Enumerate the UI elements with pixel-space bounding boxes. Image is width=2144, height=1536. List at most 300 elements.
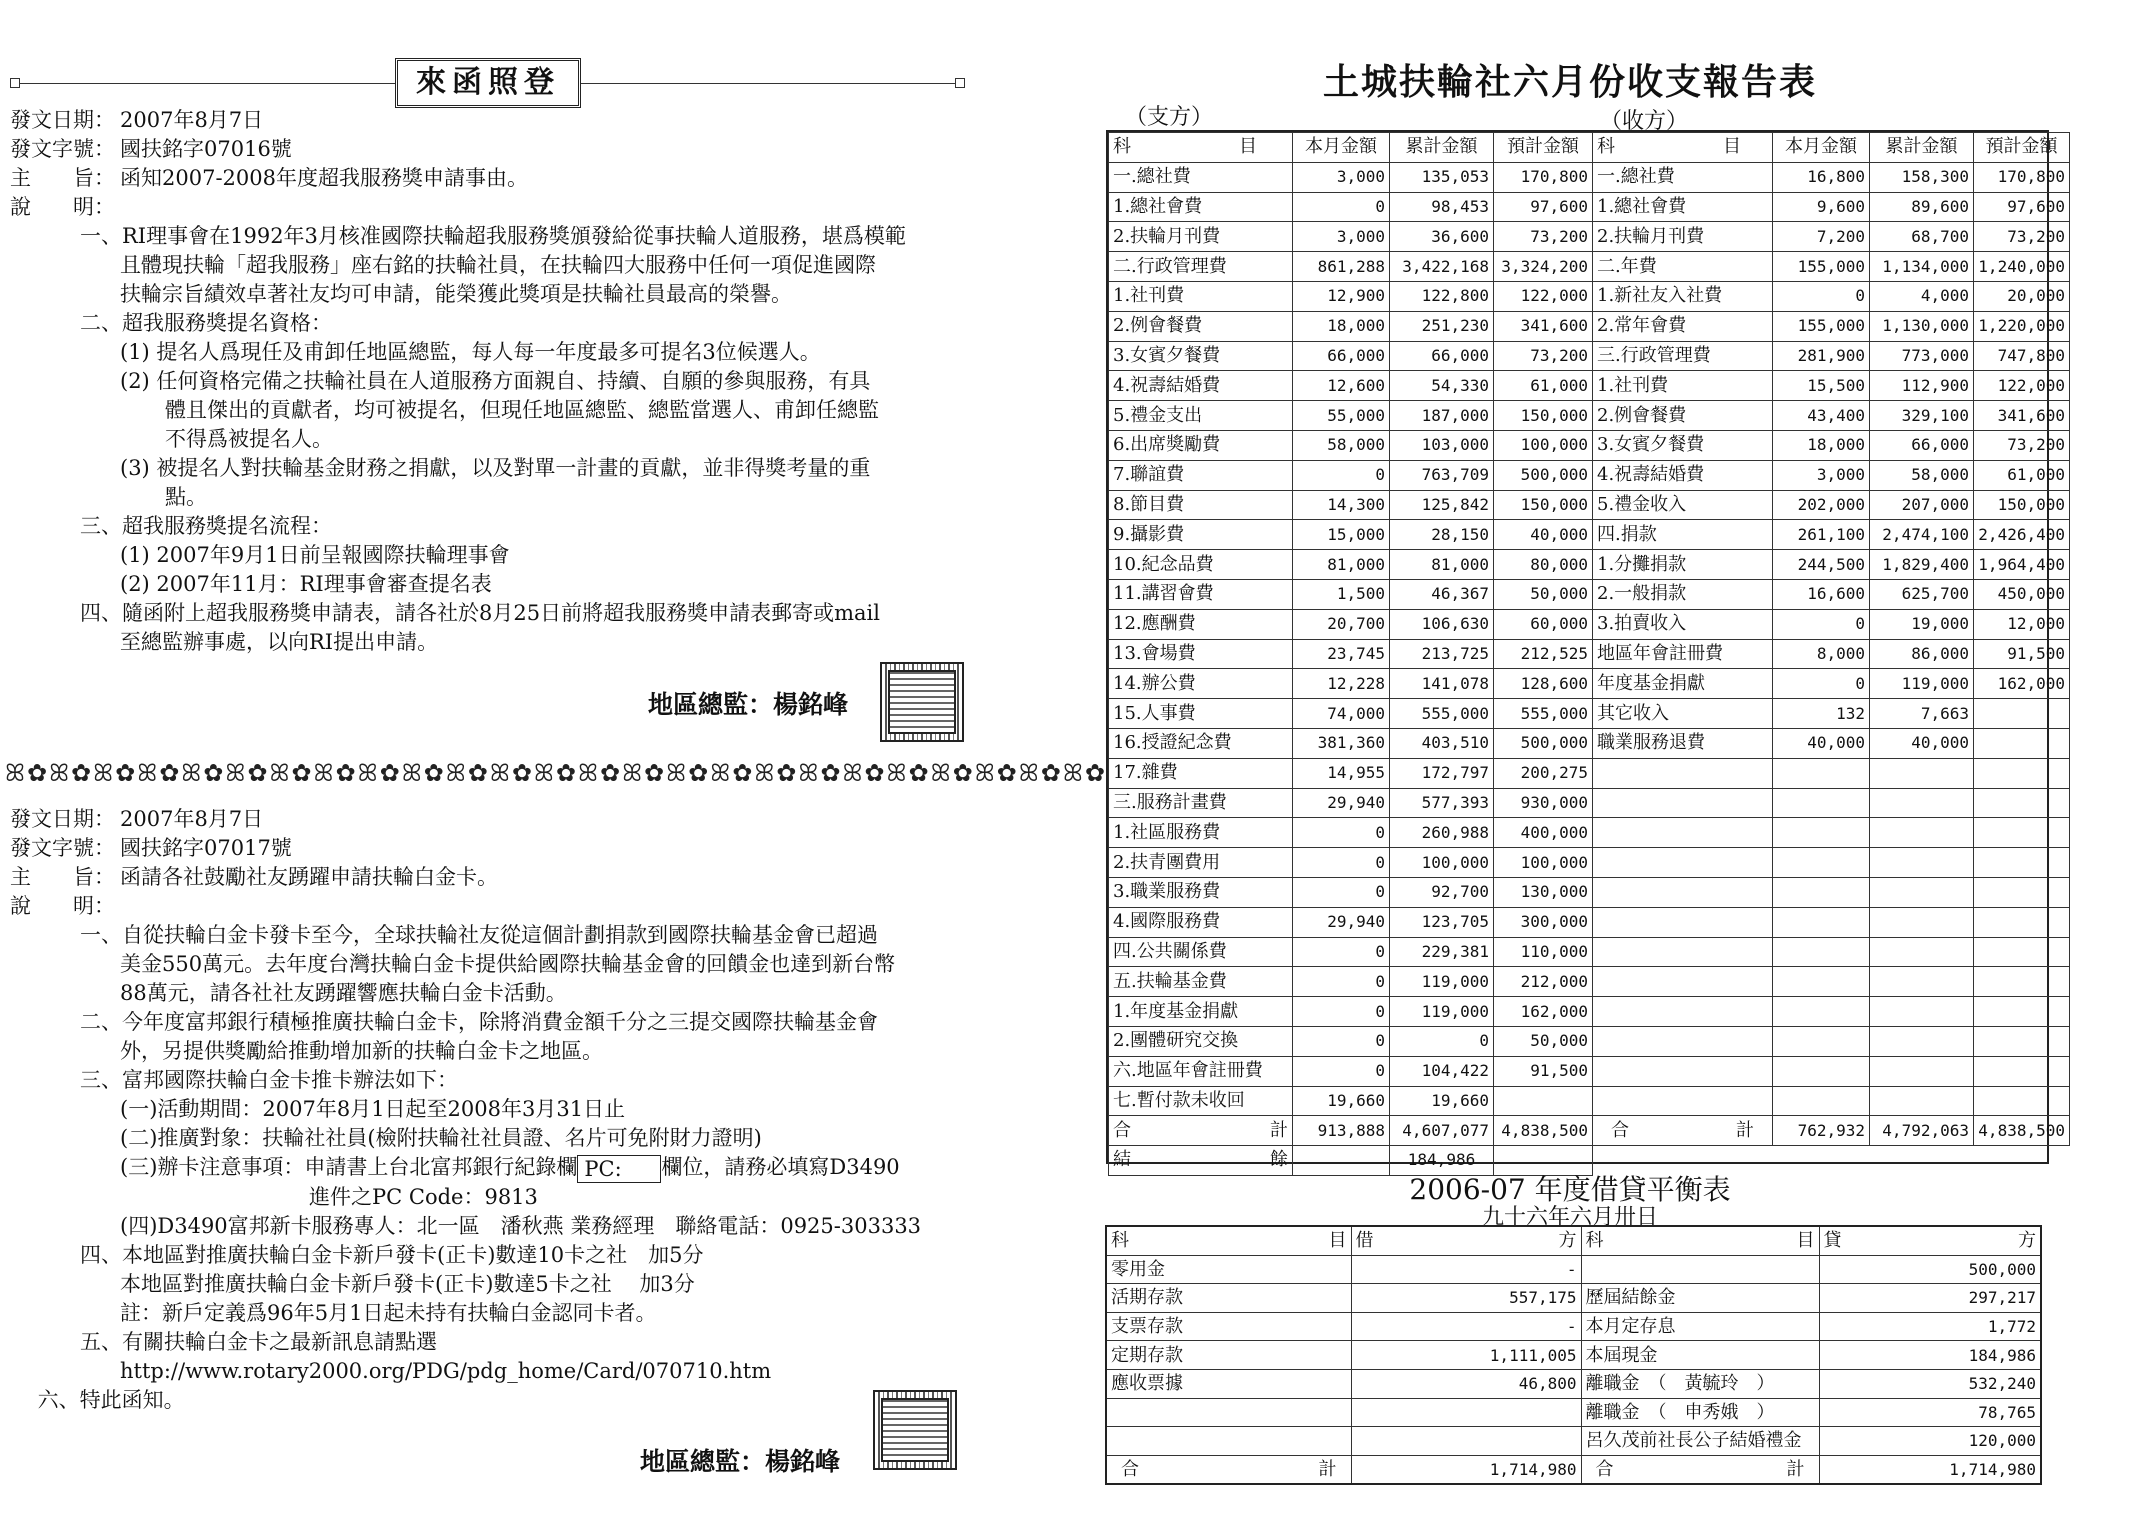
table-cell: 162,000 [1974,669,2070,699]
table-cell: 本屆現金 [1581,1341,1819,1370]
table-cell: 98,453 [1390,192,1494,222]
letter2-line: 五、有關扶輪白金卡之最新訊息請點選 [80,1329,437,1354]
table-cell: 92,700 [1390,877,1494,907]
table-cell: 3,000 [1293,222,1390,252]
table-cell [1974,967,2070,997]
table-cell: 12,000 [1974,609,2070,639]
table-cell: 2,426,400 [1974,520,2070,550]
table-cell [1974,997,2070,1027]
table-cell: 12,900 [1293,281,1390,311]
table-cell: 61,000 [1494,371,1593,401]
table-cell: 555,000 [1494,699,1593,729]
letter2-line: 二、今年度富邦銀行積極推廣扶輪白金卡，除將消費金額千分之三提交國際扶輪基金會 [80,1010,878,1034]
table-cell: 184,986 [1819,1341,2041,1370]
table-cell [1870,848,1974,878]
table-cell: 1,714,980 [1819,1455,2041,1484]
table-cell: 861,288 [1293,252,1390,282]
table-row [1109,848,2070,878]
table-cell: 212,525 [1494,639,1593,669]
letter2-line: 註：新戶定義爲96年5月1日起未持有扶輪白金認同卡者。 [120,1300,657,1325]
table-cell: 128,600 [1494,669,1593,699]
table-cell: 2.例會餐費 [1109,311,1293,341]
table-row [1109,788,2070,818]
letter2-note-label: 說 明： [10,894,115,918]
table-cell [1593,997,1773,1027]
table-cell [1773,967,1870,997]
table-cell: 2.扶輪月刊費 [1109,222,1293,252]
table-cell: 555,000 [1390,699,1494,729]
table-cell [1870,758,1974,788]
table-row [1109,192,2070,222]
table-cell: 4,838,500 [1974,1116,2070,1146]
table-cell [1593,1056,1773,1086]
table-cell [1593,877,1773,907]
table-cell: 381,360 [1293,728,1390,758]
table-cell [1870,788,1974,818]
letter2-line: (三)辦卡注意事項：申請書上台北富邦銀行紀錄欄 PC: 欄位，請務必填寫D3490 [120,1155,900,1181]
table-row [1109,1086,2070,1116]
table-cell: 合 計 [1581,1455,1819,1484]
table-cell: 170,800 [1494,162,1593,192]
table-cell [1974,758,2070,788]
table-cell: 773,000 [1870,341,1974,371]
table-cell: 162,000 [1494,997,1593,1027]
table-cell: 本月金額 [1293,133,1390,163]
letter1-line: 三、超我服務獎提名流程： [80,514,332,538]
butterfly-divider: ꕤ✿ꕤ✿ꕤ✿ꕤ✿ꕤ✿ꕤ✿ꕤ✿ꕤ✿ꕤ✿ꕤ✿ꕤ✿ꕤ✿ꕤ✿ꕤ✿ꕤ✿ꕤ✿ꕤ✿ꕤ✿ꕤ✿ꕤ✿ꕤ✿ꕤ✿ꕤ✿ꕤ✿ꕤ✿ [5,759,1107,787]
table-cell: 15.人事費 [1109,699,1293,729]
letter1-line: 點。 [165,485,207,509]
table-cell: 66,000 [1870,430,1974,460]
table-cell [1870,818,1974,848]
table-cell: 123,705 [1390,907,1494,937]
table-cell [1870,937,1974,967]
table-cell: 四.公共關係費 [1109,937,1293,967]
table-cell: 其它收入 [1593,699,1773,729]
table-cell: 7,200 [1773,222,1870,252]
table-cell: 歷屆結餘金 [1581,1284,1819,1313]
table-cell: 3,422,168 [1390,252,1494,282]
table-row [1109,162,2070,192]
letter1-line: 至總監辦事處，以向RI提出申請。 [120,630,439,654]
table-cell: 15,500 [1773,371,1870,401]
table-cell: 500,000 [1494,728,1593,758]
total-row [1109,1116,2070,1146]
table-cell [1974,907,2070,937]
table-cell: 91,500 [1494,1056,1593,1086]
table-cell: 40,000 [1494,520,1593,550]
table-cell: 本月金額 [1773,133,1870,163]
table-cell: 341,600 [1974,401,2070,431]
table-cell: - [1351,1312,1581,1341]
letter1-line: 二、超我服務獎提名資格： [80,311,332,335]
table-cell: 1,772 [1819,1312,2041,1341]
table-cell: 58,000 [1293,430,1390,460]
table-cell [1106,1398,1351,1427]
table-cell [1870,877,1974,907]
table-cell: 11.講習會費 [1109,579,1293,609]
letter1-line: 且體現扶輪「超我服務」座右銘的扶輪社員，在扶輪四大服務中任何一項促進國際 [120,253,876,277]
table-cell: 5.禮金收入 [1593,490,1773,520]
table-cell: 930,000 [1494,788,1593,818]
table-cell [1974,848,2070,878]
letter1-subject: 主 旨： 函知2007-2008年度超我服務獎申請事由。 [10,166,528,190]
table-cell: 73,200 [1974,222,2070,252]
table-cell [1773,818,1870,848]
table-cell: 28,150 [1390,520,1494,550]
table-row [1109,728,2070,758]
table-row [1109,281,2070,311]
table-cell: 6.出席獎勵費 [1109,430,1293,460]
table-cell: 155,000 [1773,252,1870,282]
table-cell: 三.行政管理費 [1593,341,1773,371]
table-cell: 二.行政管理費 [1109,252,1293,282]
table-cell: 本月定存息 [1581,1312,1819,1341]
letter1-note-label: 說 明： [10,195,115,219]
table-cell: 212,000 [1494,967,1593,997]
table-cell: 158,300 [1870,162,1974,192]
letter2-line: 美金550萬元。去年度台灣扶輪白金卡提供給國際扶輪基金會的回饋金也達到新台幣 [120,952,896,976]
pc-field-box: PC: [577,1155,661,1183]
table-cell: 三.服務計畫費 [1109,788,1293,818]
table-cell: 4.祝壽結婚費 [1109,371,1293,401]
table-cell: 3.拍賣收入 [1593,609,1773,639]
table-cell: 1,134,000 [1870,252,1974,282]
table-cell: 合 計 [1593,1116,1773,1146]
table-cell: 1,130,000 [1870,311,1974,341]
letter2-line: 六、特此函知。 [10,1387,185,1412]
table-cell: 170,800 [1974,162,2070,192]
income-label: （收方） [1600,109,1689,134]
table-cell: 累計金額 [1390,133,1494,163]
table-cell: 913,888 [1293,1116,1390,1146]
table-row [1109,877,2070,907]
table-cell [1974,1056,2070,1086]
table-row [1109,669,2070,699]
table-cell: 4,792,063 [1870,1116,1974,1146]
right-page [1095,0,2144,1536]
table-cell: 19,000 [1870,609,1974,639]
letter2-date: 發文日期： 2007年8月7日 [10,807,264,831]
table-cell: 19,660 [1390,1086,1494,1116]
table-cell [1974,788,2070,818]
table-cell [1870,1026,1974,1056]
table-cell: 16.授證紀念費 [1109,728,1293,758]
table-cell: 103,000 [1390,430,1494,460]
table-cell: 16,800 [1773,162,1870,192]
table-cell [1773,997,1870,1027]
table-cell: - [1351,1255,1581,1284]
table-row [1109,222,2070,252]
table-cell: 1,500 [1293,579,1390,609]
table-cell: 50,000 [1494,579,1593,609]
table-cell: 74,000 [1293,699,1390,729]
table-cell: 活期存款 [1106,1284,1351,1313]
letter1-line: 一、RI理事會在1992年3月核准國際扶輪超我服務獎頒發給從事扶輪人道服務，堪爲模範 [80,224,906,248]
table-cell: 100,000 [1390,848,1494,878]
table-cell: 呂久茂前社長公子結婚禮金 [1581,1427,1819,1456]
table-cell: 2.常年會費 [1593,311,1773,341]
letter2-line: http://www.rotary2000.org/PDG/pdg_home/Card/070710.htm [120,1358,772,1383]
table-cell: 13.會場費 [1109,639,1293,669]
table-cell: 120,000 [1819,1427,2041,1456]
letter1-line: (2) 任何資格完備之扶輪社員在人道服務方面親自、持續、自願的參與服務，有具 [120,369,871,393]
table-cell: 0 [1293,192,1390,222]
table-cell: 747,800 [1974,341,2070,371]
table-cell: 一.總社費 [1593,162,1773,192]
table-cell [1773,1086,1870,1116]
table-cell: 0 [1293,937,1390,967]
table-cell [1581,1255,1819,1284]
letter2-line: 88萬元，請各社社友踴躍響應扶輪白金卡活動。 [120,981,567,1005]
letter2-line: 四、本地區對推廣扶輪白金卡新戶發卡(正卡)數達10卡之社 加5分 [80,1242,704,1267]
table-cell [1593,1026,1773,1056]
table-cell [1870,1056,1974,1086]
table-cell: 18,000 [1773,430,1870,460]
table-cell: 應收票據 [1106,1369,1351,1398]
table-row [1109,1026,2070,1056]
table-cell [1974,818,2070,848]
table-cell: 119,000 [1390,997,1494,1027]
table-cell: 341,600 [1494,311,1593,341]
table-cell: 一.總社費 [1109,162,1293,192]
table-cell: 科 目 [1593,133,1773,163]
letter1-signature: 地區總監：楊銘峰 [648,690,849,719]
seal-stamp-1 [880,662,964,742]
table-cell [1351,1398,1581,1427]
table-cell [1773,1056,1870,1086]
table-cell: 3.女賓夕餐費 [1109,341,1293,371]
table-cell: 3,000 [1293,162,1390,192]
table-cell: 122,000 [1974,371,2070,401]
table-cell: 100,000 [1494,848,1593,878]
table-cell: 150,000 [1494,490,1593,520]
letter2-line: (四)D3490富邦新卡服務專人：北一區 潘秋燕 業務經理 聯絡電話：0925-303333 [120,1213,922,1238]
table-row [1109,520,2070,550]
table-cell: 97,600 [1974,192,2070,222]
letter-1 [10,106,970,657]
table-cell: 0 [1293,967,1390,997]
table-cell: 2.例會餐費 [1593,401,1773,431]
table-cell: 40,000 [1773,728,1870,758]
table-cell [1974,937,2070,967]
table-cell [1773,937,1870,967]
table-cell: 9.攝影費 [1109,520,1293,550]
table-cell: 403,510 [1390,728,1494,758]
table-cell: 29,940 [1293,788,1390,818]
letter1-line: 四、隨函附上超我服務獎申請表，請各社於8月25日前將超我服務獎申請表郵寄或mail [80,601,880,625]
table-row [1109,430,2070,460]
table-cell: 1,964,400 [1974,550,2070,580]
table-cell: 12,600 [1293,371,1390,401]
table-cell: 9,600 [1773,192,1870,222]
table-cell [1974,699,2070,729]
table-cell: 8,000 [1773,639,1870,669]
balance-total-row [1106,1455,2041,1484]
table-row [1109,401,2070,431]
table-cell: 零用金 [1106,1255,1351,1284]
table-cell: 12.應酬費 [1109,609,1293,639]
table-cell [1974,728,2070,758]
table-cell [1494,1086,1593,1116]
report-title: 土城扶輪社六月份收支報告表 [1322,62,1817,103]
table-cell: 141,078 [1390,669,1494,699]
table-cell: 六.地區年會註冊費 [1109,1056,1293,1086]
table-cell: 0 [1293,848,1390,878]
table-cell: 36,600 [1390,222,1494,252]
table-cell: 1,240,000 [1974,252,2070,282]
table-cell: 500,000 [1819,1255,2041,1284]
table-cell: 累計金額 [1870,133,1974,163]
table-cell: 207,000 [1870,490,1974,520]
table-cell: 14.辦公費 [1109,669,1293,699]
table-cell: 20,700 [1293,609,1390,639]
table-cell: 地區年會註冊費 [1593,639,1773,669]
table-cell: 科 目 [1109,133,1293,163]
table-cell: 20,000 [1974,281,2070,311]
table-row [1109,609,2070,639]
table-cell [1773,1026,1870,1056]
letter1-line: 不得爲被提名人。 [165,427,333,451]
table-cell: 184,986 [1390,1146,1494,1176]
table-cell: 150,000 [1974,490,2070,520]
table-cell: 七.暫付款未收回 [1109,1086,1293,1116]
table-cell: 4.祝壽結婚費 [1593,460,1773,490]
letter1-date: 發文日期： 2007年8月7日 [10,108,264,132]
table-cell: 1.社刊費 [1593,371,1773,401]
table-cell [1974,1086,2070,1116]
table-cell: 7,663 [1870,699,1974,729]
table-cell: 3.職業服務費 [1109,877,1293,907]
table-cell: 58,000 [1870,460,1974,490]
letter2-signature: 地區總監：楊銘峰 [640,1447,841,1476]
table-cell: 3.女賓夕餐費 [1593,430,1773,460]
table-header-row [1109,133,2070,163]
table-cell: 2,474,100 [1870,520,1974,550]
table-cell: 119,000 [1390,967,1494,997]
seal-stamp-2 [873,1390,957,1470]
table-cell: 4,607,077 [1390,1116,1494,1146]
table-cell [1870,967,1974,997]
table-cell: 66,000 [1390,341,1494,371]
table-row [1109,252,2070,282]
table-row [1109,490,2070,520]
table-row [1109,311,2070,341]
letter1-line: (1) 2007年9月1日前呈報國際扶輪理事會 [120,543,510,567]
table-cell: 400,000 [1494,818,1593,848]
table-cell: 2.扶輪月刊費 [1593,222,1773,252]
table-row [1109,1056,2070,1086]
table-row [1109,460,2070,490]
table-cell: 14,300 [1293,490,1390,520]
letter1-line: 扶輪宗旨績效卓著社友均可申請，能榮獲此獎項是扶輪社員最高的榮譽。 [120,282,792,306]
table-cell: 0 [1390,1026,1494,1056]
letter2-line: 一、自從扶輪白金卡發卡至今，全球扶輪社友從這個計劃捐款到國際扶輪基金會已超過 [80,923,878,947]
table-cell: 260,988 [1390,818,1494,848]
table-cell: 4,000 [1870,281,1974,311]
table-cell: 1.社刊費 [1109,281,1293,311]
letter2-ref: 發文字號： 國扶銘字07017號 [10,836,292,860]
table-cell: 二.年費 [1593,252,1773,282]
table-cell: 244,500 [1773,550,1870,580]
table-cell: 329,100 [1870,401,1974,431]
letter2-line: 本地區對推廣扶輪白金卡新戶發卡(正卡)數達5卡之社 加3分 [120,1271,695,1296]
table-cell [1870,1086,1974,1116]
table-cell: 78,765 [1819,1398,2041,1427]
table-row [1109,550,2070,580]
table-cell [1974,877,2070,907]
table-row [1109,937,2070,967]
table-cell: 106,630 [1390,609,1494,639]
table-cell [1870,907,1974,937]
table-cell: 29,940 [1293,907,1390,937]
table-cell: 112,900 [1870,371,1974,401]
table-cell: 187,000 [1390,401,1494,431]
letter1-ref: 發文字號： 國扶銘字07016號 [10,137,292,161]
table-cell: 3,324,200 [1494,252,1593,282]
table-cell: 2.扶青團費用 [1109,848,1293,878]
table-cell: 155,000 [1773,311,1870,341]
table-cell: 110,000 [1494,937,1593,967]
table-cell [1593,848,1773,878]
table-cell: 132 [1773,699,1870,729]
table-cell [1773,877,1870,907]
table-cell: 1,829,400 [1870,550,1974,580]
letter1-line: 體且傑出的貢獻者，均可被提名，但現任地區總監、總監當選人、甫卸任總監 [165,398,879,422]
table-cell [1773,788,1870,818]
table-row [1109,639,2070,669]
table-cell [1773,758,1870,788]
table-cell: 0 [1293,460,1390,490]
table-cell: 135,053 [1390,162,1494,192]
table-cell: 763,709 [1390,460,1494,490]
table-cell: 43,400 [1773,401,1870,431]
table-cell: 50,000 [1494,1026,1593,1056]
table-cell: 1,111,005 [1351,1341,1581,1370]
table-cell: 0 [1293,877,1390,907]
table-cell: 281,900 [1773,341,1870,371]
table-cell: 577,393 [1390,788,1494,818]
table-cell: 80,000 [1494,550,1593,580]
table-cell: 172,797 [1390,758,1494,788]
table-cell: 1.總社會費 [1109,192,1293,222]
table-cell [1106,1427,1351,1456]
table-row [1109,341,2070,371]
table-cell: 12,228 [1293,669,1390,699]
table-cell: 73,200 [1494,222,1593,252]
table-cell: 73,200 [1974,430,2070,460]
table-row [1109,997,2070,1027]
table-cell: 46,800 [1351,1369,1581,1398]
table-cell: 202,000 [1773,490,1870,520]
table-cell: 0 [1293,818,1390,848]
table-cell: 職業服務退費 [1593,728,1773,758]
table-cell: 500,000 [1494,460,1593,490]
table-row [1109,579,2070,609]
table-cell: 1.新社友入社費 [1593,281,1773,311]
table-cell: 合 計 [1109,1116,1293,1146]
table-cell: 8.節目費 [1109,490,1293,520]
table-cell: 1.年度基金捐獻 [1109,997,1293,1027]
table-cell: 213,725 [1390,639,1494,669]
table-cell [1351,1427,1581,1456]
balance-table [1105,1225,2042,1485]
table-cell: 3,000 [1773,460,1870,490]
table-cell: 16,600 [1773,579,1870,609]
table-cell: 54,330 [1390,371,1494,401]
table-cell: 四.捐款 [1593,520,1773,550]
table-cell [1773,907,1870,937]
